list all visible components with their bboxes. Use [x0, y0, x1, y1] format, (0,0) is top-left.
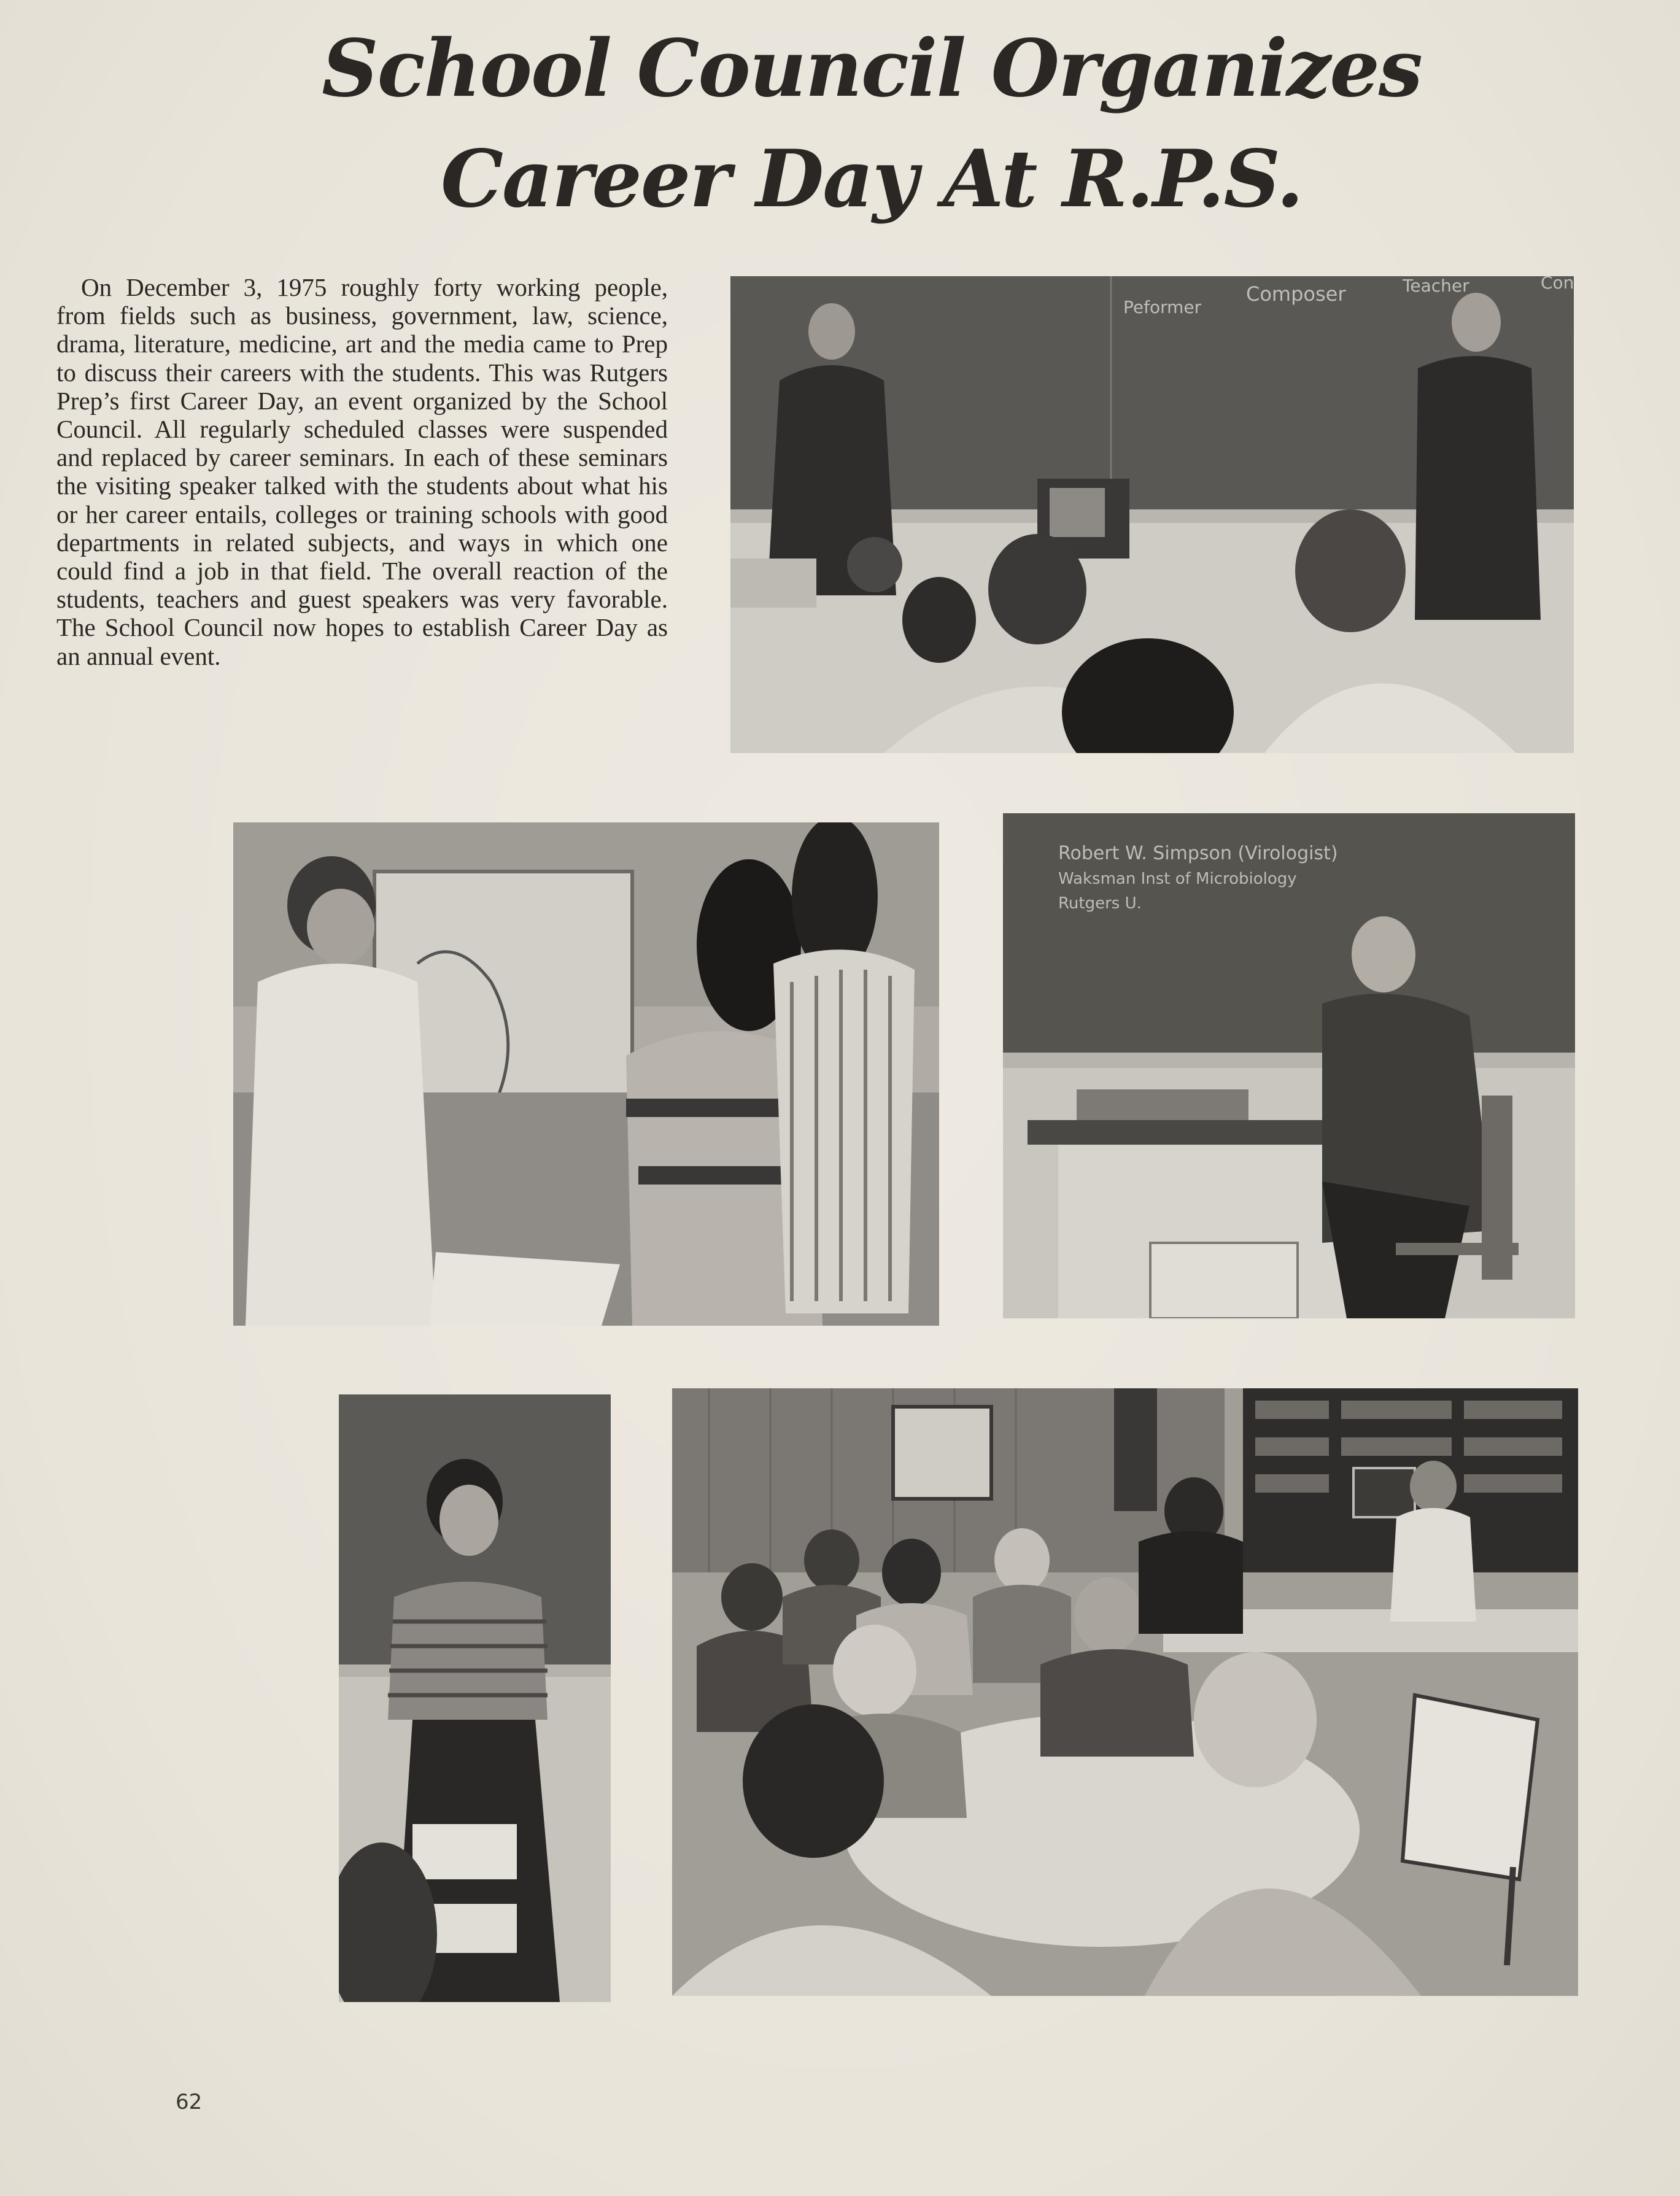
photo-luncheon-library [672, 1388, 1578, 1996]
page-number: 62 [176, 2090, 203, 2114]
photo-students-image [233, 822, 939, 1326]
photo-woman-image [339, 1394, 611, 2002]
headline-line-1: School Council Organizes [322, 23, 1422, 115]
photo-luncheon-image [672, 1388, 1578, 1996]
photo-military-speakers [730, 276, 1574, 753]
chalk-line-1: Robert W. Simpson (Virologist) [1058, 843, 1338, 864]
headline-line-2: Career Day At R.P.S. [441, 133, 1303, 225]
chalk-line-3: Rutgers U. [1058, 894, 1142, 913]
photo-woman-speaker [339, 1394, 611, 2002]
chalk-word-4: Con [1541, 276, 1574, 293]
chalk-word-1: Peformer [1123, 297, 1202, 317]
photo-virologist-speaker [1003, 813, 1575, 1318]
chalk-word-3: Teacher [1403, 276, 1469, 296]
photo-students-conversation [233, 822, 939, 1326]
article-body: On December 3, 1975 roughly forty working people, from fields such as business, government, law, science, drama, literature, medicine, art and the media came to Prep to discuss their careers with the students. This was Rutgers Prep’s first Career Day, an event organized by the School Council. All regularly scheduled classes were suspended and replaced by career seminars. In each of these seminars the visiting speaker talked with the students about what his or her career entails, colleges or training schools with good departments in related subjects, and ways in which one could find a job in that field. The overall reaction of the students, teachers and guest speakers was very favorable. The School Council now hopes to establish Career Day as an annual event. [56, 273, 668, 670]
photo-virologist-image [1003, 813, 1575, 1318]
chalk-word-2: Composer [1246, 282, 1346, 306]
chalk-line-2: Waksman Inst of Microbiology [1058, 870, 1297, 888]
photo-military-image [730, 276, 1574, 753]
